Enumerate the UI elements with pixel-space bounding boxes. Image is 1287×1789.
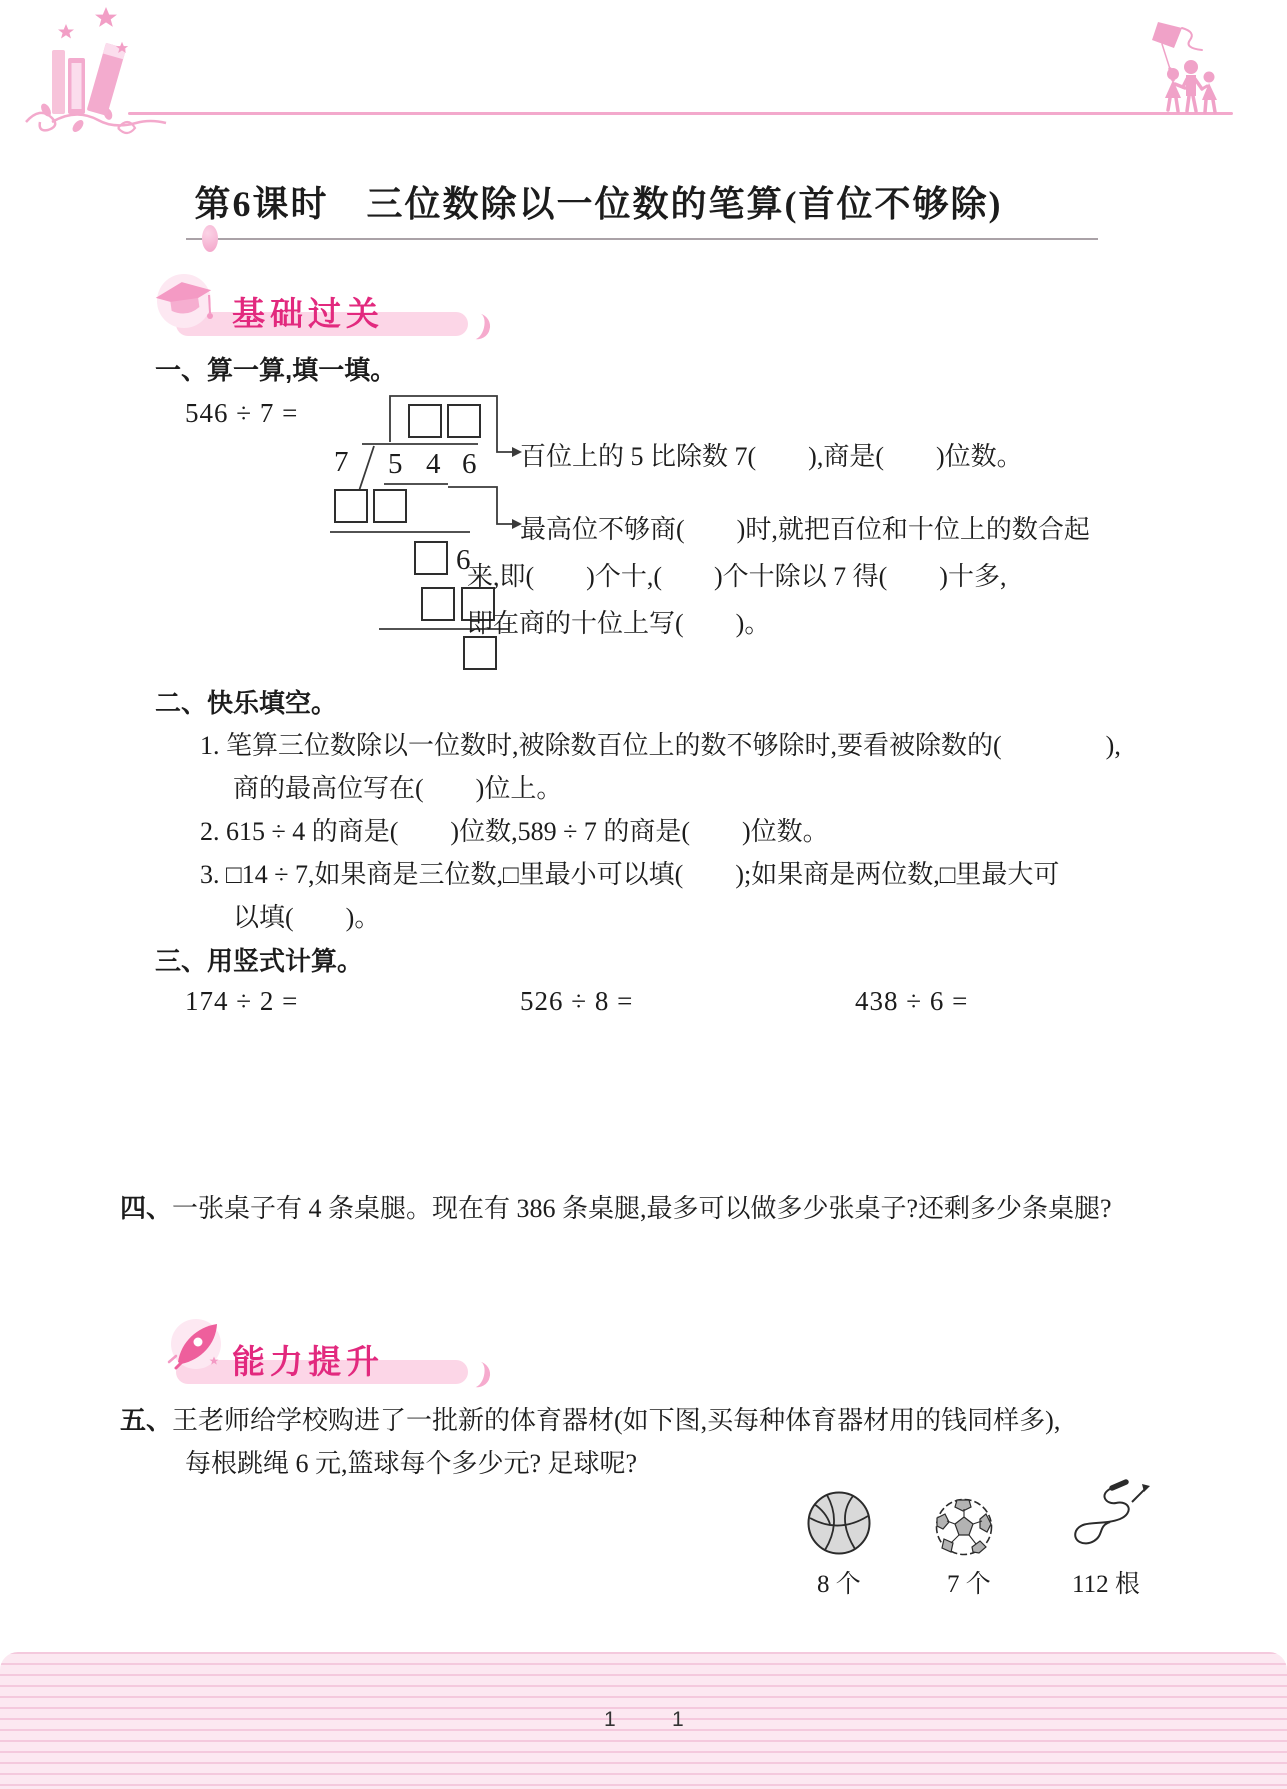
- q5-body-line1: 王老师给学校购进了一批新的体育器材(如下图,买每种体育器材用的钱同样多),: [172, 1406, 1061, 1435]
- q4-body: 一张桌子有 4 条桌腿。现在有 386 条桌腿,最多可以做多少张桌子?还剩多少条桌腿?: [172, 1194, 1112, 1223]
- q4-marker: 四、: [120, 1193, 173, 1223]
- q1-expression: 546 ÷ 7 =: [185, 398, 299, 428]
- divisor-digit: 7: [334, 446, 349, 478]
- soccer-count-label: 7 个: [947, 1571, 991, 1598]
- remainder1-box: [414, 541, 448, 575]
- footer-page-number-right: 1: [672, 1708, 684, 1731]
- basketball-count-label: 8 个: [817, 1571, 861, 1598]
- brought-down-digit: 6: [456, 544, 471, 576]
- q3-heading: 三、用竖式计算。: [155, 946, 364, 976]
- title-oval-ornament: [202, 225, 218, 252]
- q1-note2-line1: 最高位不够商( )时,就把百位和十位上的数合起: [520, 515, 1090, 544]
- dividend-tens-digit: 4: [426, 448, 441, 480]
- q5-line2: 每根跳绳 6 元,篮球每个多少元? 足球呢?: [185, 1449, 638, 1478]
- q3-problem3: 438 ÷ 6 =: [855, 986, 969, 1016]
- q2-heading: 二、快乐填空。: [155, 688, 338, 718]
- page-title: 第6课时 三位数除以一位数的笔算(首位不够除): [194, 184, 1003, 224]
- books-decoration-icon: [22, 4, 187, 136]
- q2-item1-line2: 商的最高位写在( )位上。: [233, 774, 563, 803]
- q5-marker: 五、: [120, 1405, 173, 1435]
- rope-count-label: 112 根: [1072, 1571, 1140, 1598]
- q2-item3-line1: 3. □14 ÷ 7,如果商是三位数,□里最小可以填( );如果商是两位数,□里最大可: [200, 860, 1060, 889]
- q1-heading: 一、算一算,填一填。: [155, 355, 397, 385]
- q2-item3-line2: 以填( )。: [233, 903, 381, 932]
- quotient-tens-box: [408, 404, 442, 438]
- product1-tens-box: [334, 489, 368, 523]
- q3-problem2: 526 ÷ 8 =: [520, 986, 634, 1016]
- q1-note2-line3: 即在商的十位上写( )。: [467, 609, 771, 638]
- basic-section-label: 基础过关: [232, 297, 384, 333]
- q4-text: [120, 1188, 1112, 1225]
- q2-item1-line1: 1. 笔算三位数除以一位数时,被除数百位上的数不够除时,要看被除数的( ),: [200, 731, 1121, 760]
- children-kite-decoration-icon: [1128, 14, 1250, 116]
- product1-ones-box: [373, 489, 407, 523]
- jump-rope-icon: [1052, 1478, 1152, 1558]
- q3-problem1: 174 ÷ 2 =: [185, 986, 299, 1016]
- q1-note1: 百位上的 5 比除数 7( ),商是( )位数。: [520, 442, 1023, 471]
- dividend-ones-digit: 6: [462, 448, 477, 480]
- advanced-section-label: 能力提升: [232, 1345, 384, 1381]
- header-rule: [128, 112, 1233, 115]
- dividend-hundreds-digit: 5: [388, 448, 403, 480]
- title-underline: [186, 238, 1098, 240]
- final-remainder-box: [463, 636, 497, 670]
- q5-line1: [120, 1400, 1060, 1437]
- q1-note2-line2: 来,即( )个十,( )个十除以 7 得( )十多,: [467, 562, 1007, 591]
- q2-item2: 2. 615 ÷ 4 的商是( )位数,589 ÷ 7 的商是( )位数。: [200, 817, 829, 846]
- graduation-cap-icon: [146, 270, 222, 332]
- quotient-ones-box: [447, 404, 481, 438]
- footer-page-number-left: 1: [604, 1708, 616, 1731]
- soccer-ball-icon: [934, 1497, 994, 1557]
- banner-curl: [467, 312, 493, 342]
- banner-curl-2: [467, 1360, 493, 1390]
- product2-tens-box: [421, 587, 455, 621]
- footer-decorative-band: [0, 1652, 1287, 1789]
- basketball-icon: [806, 1490, 872, 1556]
- rocket-icon: [164, 1316, 224, 1376]
